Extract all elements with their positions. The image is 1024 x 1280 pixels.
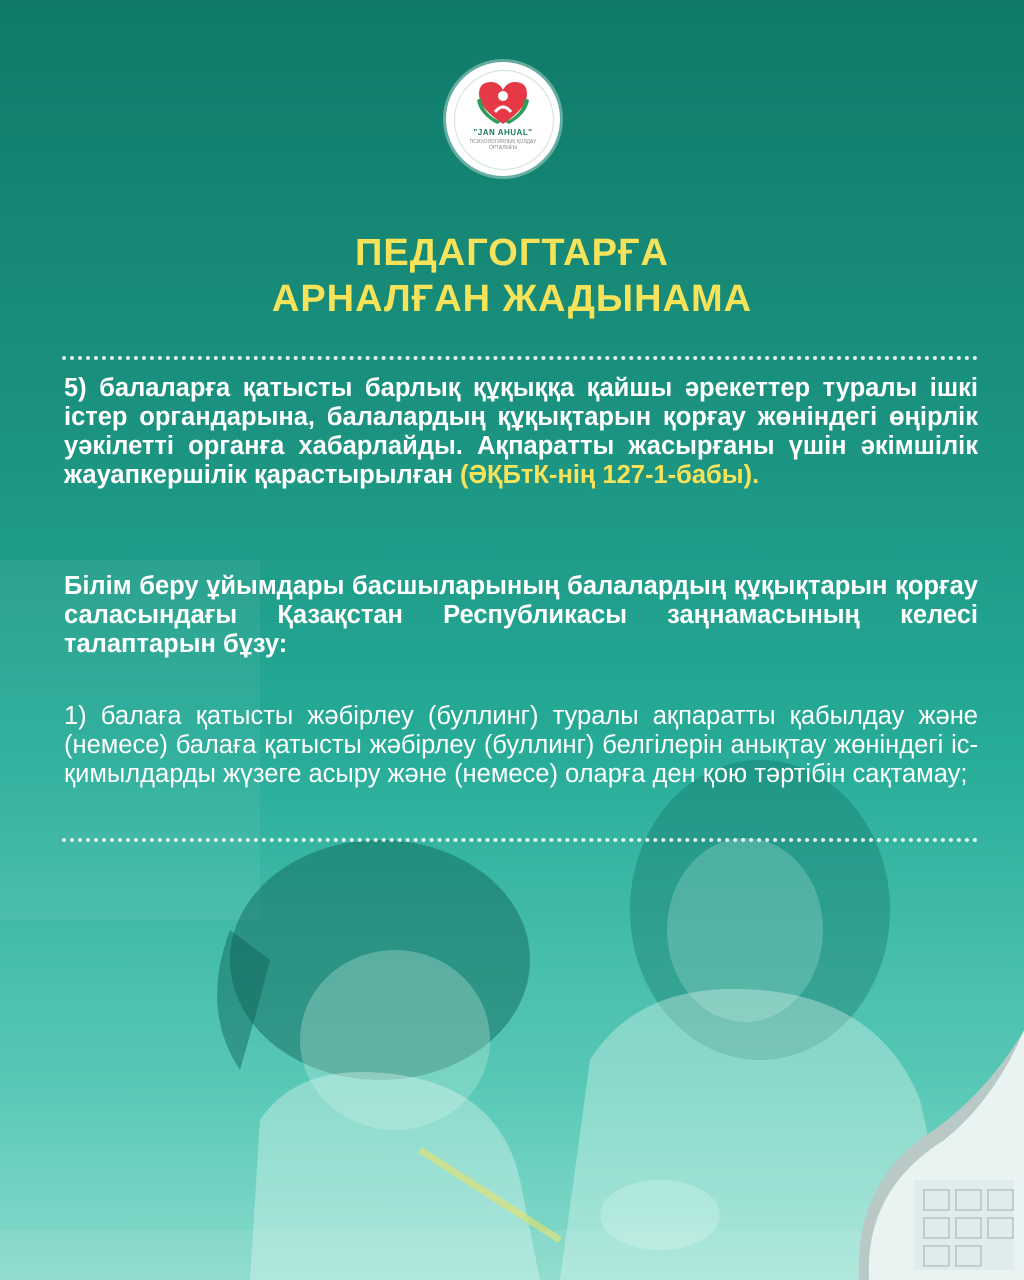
logo-name: "JAN AHUAL" xyxy=(473,128,533,137)
title-line-1: ПЕДАГОГТАРҒА xyxy=(355,232,669,274)
paragraph-3: 1) балаға қатысты жәбірлеу (буллинг) туралы ақпаратты қабылдау және (немесе) балаға қатысты жәбірлеу (буллинг) белгілерін анықтау жөніндегі іс- қимылдарды жүзеге асыру және (немесе) оларға ден қою тәртібін сақтамау; xyxy=(64,702,978,788)
divider-bottom xyxy=(62,838,978,842)
title-line-2: АРНАЛҒАН ЖАДЫНАМА xyxy=(271,278,753,320)
paragraph-1-text: 5) балаларға қатысты барлық құқыққа қайшы әрекеттер туралы ішкі істер органдарына, балалардың құқықтарын қорғау жөніндегі өңірлік уәкілетті органға хабарлайды. Ақпаратты жасырғаны үшін әкімшілік жауапкершілік қарастырылған xyxy=(64,374,978,489)
paragraph-1-highlight: (ӘҚБтК-нің 127-1-бабы). xyxy=(460,461,760,489)
page-title xyxy=(0,230,1024,322)
heart-hands-icon xyxy=(473,78,533,128)
logo xyxy=(446,62,560,176)
paragraph-1 xyxy=(64,374,978,490)
paragraph-2: Білім беру ұйымдары басшыларының балалардың құқықтарын қорғау саласындағы Қазақстан Республикасы заңнамасының келесі талаптарын бұзу: xyxy=(64,572,978,658)
page-curl xyxy=(824,1030,1024,1280)
divider-top xyxy=(62,356,978,360)
logo-subtitle: ПСИХОЛОГИЯЛЫҚ ҚОЛДАУ ОРТАЛЫҒЫ xyxy=(469,139,537,151)
